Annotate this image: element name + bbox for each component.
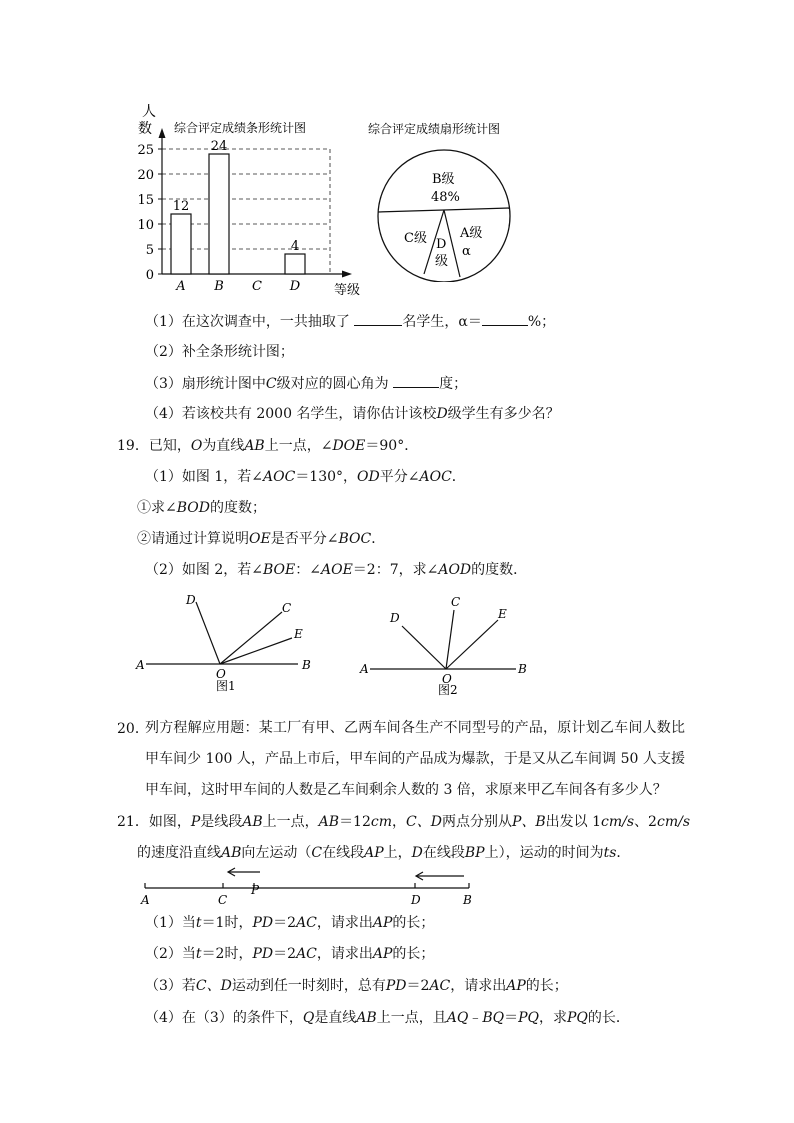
q18-blank-angle[interactable] <box>393 373 439 388</box>
bar-ytick-label: 25 <box>137 143 154 158</box>
q19-p2-aoe: AOE <box>320 562 353 578</box>
q21-s4-q: Q <box>302 1010 315 1026</box>
q21-s4-pq2: PQ <box>566 1010 588 1026</box>
fig1-label-c: C <box>282 601 292 615</box>
pie-divider-left <box>378 210 444 212</box>
bar-b <box>209 154 229 274</box>
q19-intro-o: O <box>190 438 203 454</box>
pie-chart-title: 综合评定成绩扇形统计图 <box>368 122 501 136</box>
pie-b-label: B级 <box>432 172 455 187</box>
q21-label-p: P <box>251 883 260 897</box>
q21-l2-c: C <box>311 845 323 861</box>
fig2-label-c: C <box>451 595 461 609</box>
q21-arrow-c <box>228 868 260 876</box>
bar-chart-xlabel: 等级 <box>334 283 361 298</box>
q19-part1-ii <box>137 529 385 549</box>
q21-s3-d: ，请求出 <box>450 978 507 994</box>
fig1-label-o: O <box>216 667 226 681</box>
q19-p1ii-boc: BOC <box>338 531 372 547</box>
q21-l2-e: 上， <box>383 845 412 861</box>
bar-chart-title: 综合评定成绩条形统计图 <box>174 121 307 135</box>
q18-part1 <box>145 311 555 332</box>
q19-p2-c: ＝2：7，求∠ <box>352 562 439 578</box>
q21-l1-e: ， <box>392 814 407 830</box>
bar-chart-ylabel-bottom: 数 <box>138 121 152 137</box>
q18-part1-text-b: 名学生，α＝ <box>402 314 482 330</box>
bar-ytick-label: 20 <box>137 168 154 183</box>
q18-part4-text-a: （4）若该校共有 2000 名学生，请你估计该校 <box>145 406 437 422</box>
q18-part3 <box>145 373 467 394</box>
q21-s4-bq: BQ <box>482 1010 505 1026</box>
q19-p2-d: 的度数． <box>471 562 528 578</box>
q21-s3-cd: C、D <box>195 978 232 994</box>
q19-p2-b: ：∠ <box>295 562 321 578</box>
q18-part3-var: C <box>265 376 277 392</box>
q18-part4-text-b: 级学生有多少名？ <box>447 406 560 422</box>
fig2-ray-od <box>402 626 446 669</box>
q21-figure <box>136 862 486 908</box>
q21-l1-g: 出发以 1 <box>545 814 602 830</box>
fig2-caption: 图2 <box>438 683 458 697</box>
pie-divider-right <box>444 208 510 210</box>
q21-l2-d: 在线段 <box>322 845 365 861</box>
q21-s2-t: t <box>195 946 202 962</box>
bar-xtick-label: A <box>176 279 186 294</box>
q18-part4-var: D <box>436 406 448 422</box>
q19-number: 19． <box>117 438 149 454</box>
q21-s4-e: ＝ <box>504 1010 519 1026</box>
bar-value-label: 4 <box>290 239 300 254</box>
pie-d-label-2: 级 <box>435 254 449 269</box>
q21-s1-t: t <box>195 915 202 931</box>
bar-x-arrow <box>342 271 352 278</box>
bar-value-label: 24 <box>210 139 228 154</box>
q18-blank-alpha[interactable] <box>482 311 528 326</box>
q21-s1-c: ＝2 <box>273 915 297 931</box>
bar-chart-ylabel-top: 人 <box>142 104 156 120</box>
q19-figure-2 <box>356 590 546 700</box>
q19-p1i-a: ①求∠ <box>137 500 177 516</box>
q21-l1-u2: cm/s <box>656 814 691 830</box>
q18-part1-text-c: %； <box>527 314 556 330</box>
bar-xtick-label: C <box>252 279 262 294</box>
q18-part1-text-a: （1）在这次调查中，一共抽取了 <box>145 314 350 330</box>
q21-s3-ac: AC <box>429 978 451 994</box>
q21-l1-u1: cm/s <box>601 814 635 830</box>
q21-s2-pd: PD <box>252 946 274 962</box>
q21-l2-ab: AB <box>221 845 242 861</box>
fig1-label-a: A <box>136 658 145 672</box>
q21-s1-b: ＝1时， <box>201 915 253 931</box>
bar-xticks <box>175 279 300 294</box>
fig2-label-d: D <box>390 611 400 625</box>
q21-line1 <box>117 812 690 832</box>
q18-part3-text-c: 度； <box>439 376 468 392</box>
q21-part3 <box>145 976 568 996</box>
q21-l2-f: 在线段 <box>422 845 465 861</box>
fig2-ray-oe <box>446 620 498 669</box>
bar-ytick-label: 15 <box>137 193 154 208</box>
q21-label-b: B <box>463 893 472 907</box>
q21-s1-pd: PD <box>252 915 274 931</box>
bar-y-arrow <box>159 128 166 138</box>
q19-p1-od: OD <box>357 469 380 485</box>
q21-l2-ts: ts <box>603 845 617 861</box>
q19-intro <box>117 436 418 456</box>
bar-chart <box>130 100 370 300</box>
q21-s4-c: 上一点，且 <box>376 1010 447 1026</box>
q21-l1-f: 两点分别从 <box>441 814 512 830</box>
q21-part4 <box>145 1008 630 1028</box>
q21-l1-pb: P、B <box>511 814 546 830</box>
bar-ytick-label: 5 <box>145 243 154 258</box>
fig2-label-e: E <box>498 607 507 621</box>
q21-l1-cd: C、D <box>406 814 442 830</box>
q18-part3-text-b: 级对应的圆心角为 <box>276 376 389 392</box>
q21-s4-f: ，求 <box>538 1010 567 1026</box>
q19-p1ii-a: ②请通过计算说明 <box>137 531 249 547</box>
bar-xtick-label: B <box>214 279 224 294</box>
q21-number: 21． <box>117 814 149 830</box>
q21-l1-d: ＝12 <box>339 814 371 830</box>
fig1-ray-oe <box>220 638 292 664</box>
pie-b-pct: 48% <box>431 190 460 205</box>
q21-s3-a: （3）若 <box>145 978 196 994</box>
q19-p2-boe: BOE <box>263 562 296 578</box>
q21-l1-a: 如图， <box>148 814 191 830</box>
bar-ytick-label: 0 <box>145 268 154 283</box>
bar-a <box>171 214 191 274</box>
q21-s2-a: （2）当 <box>145 946 196 962</box>
q19-p1-a: （1）如图 1，若∠ <box>145 469 263 485</box>
q19-part1 <box>145 467 466 487</box>
q21-s4-b: 是直线 <box>314 1010 357 1026</box>
fig1-label-b: B <box>302 658 311 672</box>
q21-l2-b: 向左运动（ <box>241 845 312 861</box>
q21-l2-a: 的速度沿直线 <box>137 845 221 861</box>
q20-number: 20． <box>117 721 149 737</box>
q21-s3-ap: AP <box>506 978 526 994</box>
q19-p1i-b: 的度数； <box>209 500 266 516</box>
q20-text: 列方程解应用题：某工厂有甲、乙两车间各生产不同型号的产品，原计划乙车间人数比甲车间少 100 人，产品上市后，甲车间的产品成为爆款，于是又从乙车间调 50 人支援甲车间，这时甲车间的人数是乙车间剩余人数的 3 倍，求原来甲乙车间各有多少人？ <box>145 720 685 798</box>
q21-s2-ap: AP <box>372 946 393 962</box>
q19-intro-c: 上一点，∠ <box>264 438 333 454</box>
q19-p1i-bod: BOD <box>176 500 210 516</box>
fig1-caption: 图1 <box>216 679 236 693</box>
pie-a-alpha: α <box>462 244 471 259</box>
fig1-ray-od <box>196 602 220 664</box>
q21-s2-ac: AC <box>296 946 317 962</box>
q19-p1-b: ＝130°， <box>295 469 358 485</box>
q21-part2 <box>145 944 434 964</box>
q19-p1-c: 平分∠ <box>379 469 420 485</box>
q21-label-c: C <box>218 893 228 907</box>
pie-a-label: A级 <box>460 226 483 241</box>
pie-c-label: C级 <box>404 231 427 246</box>
q19-part1-i <box>137 498 266 518</box>
q21-l2-g: 上），运动的时间为 <box>484 845 604 861</box>
pie-chart <box>360 112 540 282</box>
q21-s1-e: 的长； <box>392 915 435 931</box>
q21-l2-h: ． <box>616 845 631 861</box>
q21-s2-c: ＝2 <box>273 946 297 962</box>
q18-part2 <box>145 342 294 362</box>
q21-s1-a: （1）当 <box>145 915 196 931</box>
q21-l1-ab: AB <box>242 814 263 830</box>
q19-intro-b: 为直线 <box>202 438 245 454</box>
q21-arrow-d <box>416 872 464 880</box>
q19-p1ii-b: 是否平分∠ <box>270 531 339 547</box>
q21-l1-c: 上一点， <box>262 814 319 830</box>
q21-s2-b: ＝2时， <box>201 946 253 962</box>
q21-part1 <box>145 913 434 933</box>
q21-l1-b: 是线段 <box>200 814 243 830</box>
q19-intro-doe: DOE <box>332 438 366 454</box>
fig2-ray-oc <box>446 610 454 669</box>
bar-value-label: 12 <box>172 199 190 214</box>
q19-p1-aoc: AOC <box>263 469 296 485</box>
q21-l1-cm: cm <box>370 814 393 830</box>
q21-l1-p: P <box>190 814 201 830</box>
q19-p2-a: （2）如图 2，若∠ <box>145 562 263 578</box>
q19-part2 <box>145 560 527 580</box>
q21-s1-ac: AC <box>296 915 317 931</box>
fig1-label-e: E <box>294 627 303 641</box>
bar-ytick-label: 10 <box>137 218 154 233</box>
pie-d-label-1: D <box>436 237 447 252</box>
q18-part4 <box>145 404 560 424</box>
q21-s2-d: ，请求出 <box>316 946 373 962</box>
q18-blank-total[interactable] <box>354 311 402 326</box>
q21-label-a: A <box>141 893 150 907</box>
q21-s3-pd: PD <box>385 978 407 994</box>
q21-s4-aq: AQ <box>446 1010 469 1026</box>
q18-part2-text: （2）补全条形统计图； <box>145 344 294 360</box>
q21-l2-ap: AP <box>364 845 384 861</box>
q19-p1ii-oe: OE <box>249 531 271 547</box>
q19-p1-d: ． <box>451 469 466 485</box>
fig2-label-b: B <box>518 662 527 676</box>
q21-s2-e: 的长； <box>392 946 435 962</box>
q21-s1-d: ，请求出 <box>316 915 373 931</box>
q21-line2 <box>137 843 630 863</box>
bar-yticks <box>137 143 162 283</box>
q21-s4-pq: PQ <box>518 1010 539 1026</box>
q21-l2-dd: D <box>411 845 423 861</box>
q19-intro-a: 已知， <box>148 438 191 454</box>
bar-xtick-label: D <box>289 279 301 294</box>
q21-l1-h: 、2 <box>634 814 657 830</box>
q21-l1-ab2: AB <box>318 814 340 830</box>
q19-intro-ab: AB <box>244 438 265 454</box>
q21-s3-c: ＝2 <box>406 978 430 994</box>
q21-s4-ab: AB <box>356 1010 377 1026</box>
q21-s4-d: ﹣ <box>468 1010 483 1026</box>
q19-intro-d: ＝90°． <box>365 438 419 454</box>
fig2-label-o: O <box>442 672 452 686</box>
bar-bars <box>171 139 305 274</box>
fig1-ray-oc <box>220 612 282 664</box>
q21-label-d: D <box>411 893 421 907</box>
bar-d <box>285 254 305 274</box>
q18-part3-text-a: （3）扇形统计图中 <box>145 376 266 392</box>
q19-p2-aod: AOD <box>438 562 472 578</box>
q21-s3-e: 的长； <box>525 978 568 994</box>
q19-figure-1 <box>130 590 330 700</box>
q21-s4-g: 的长． <box>587 1010 630 1026</box>
fig1-label-d: D <box>186 593 196 607</box>
q19-p1ii-c: ． <box>371 531 386 547</box>
fig2-label-a: A <box>360 662 369 676</box>
q21-s3-b: 运动到任一时刻时，总有 <box>231 978 386 994</box>
q21-l2-bp: BP <box>464 845 485 861</box>
q21-s1-ap: AP <box>372 915 393 931</box>
q19-p1-aoc2: AOC <box>419 469 452 485</box>
q21-s4-a: （4）在（3）的条件下， <box>145 1010 303 1026</box>
